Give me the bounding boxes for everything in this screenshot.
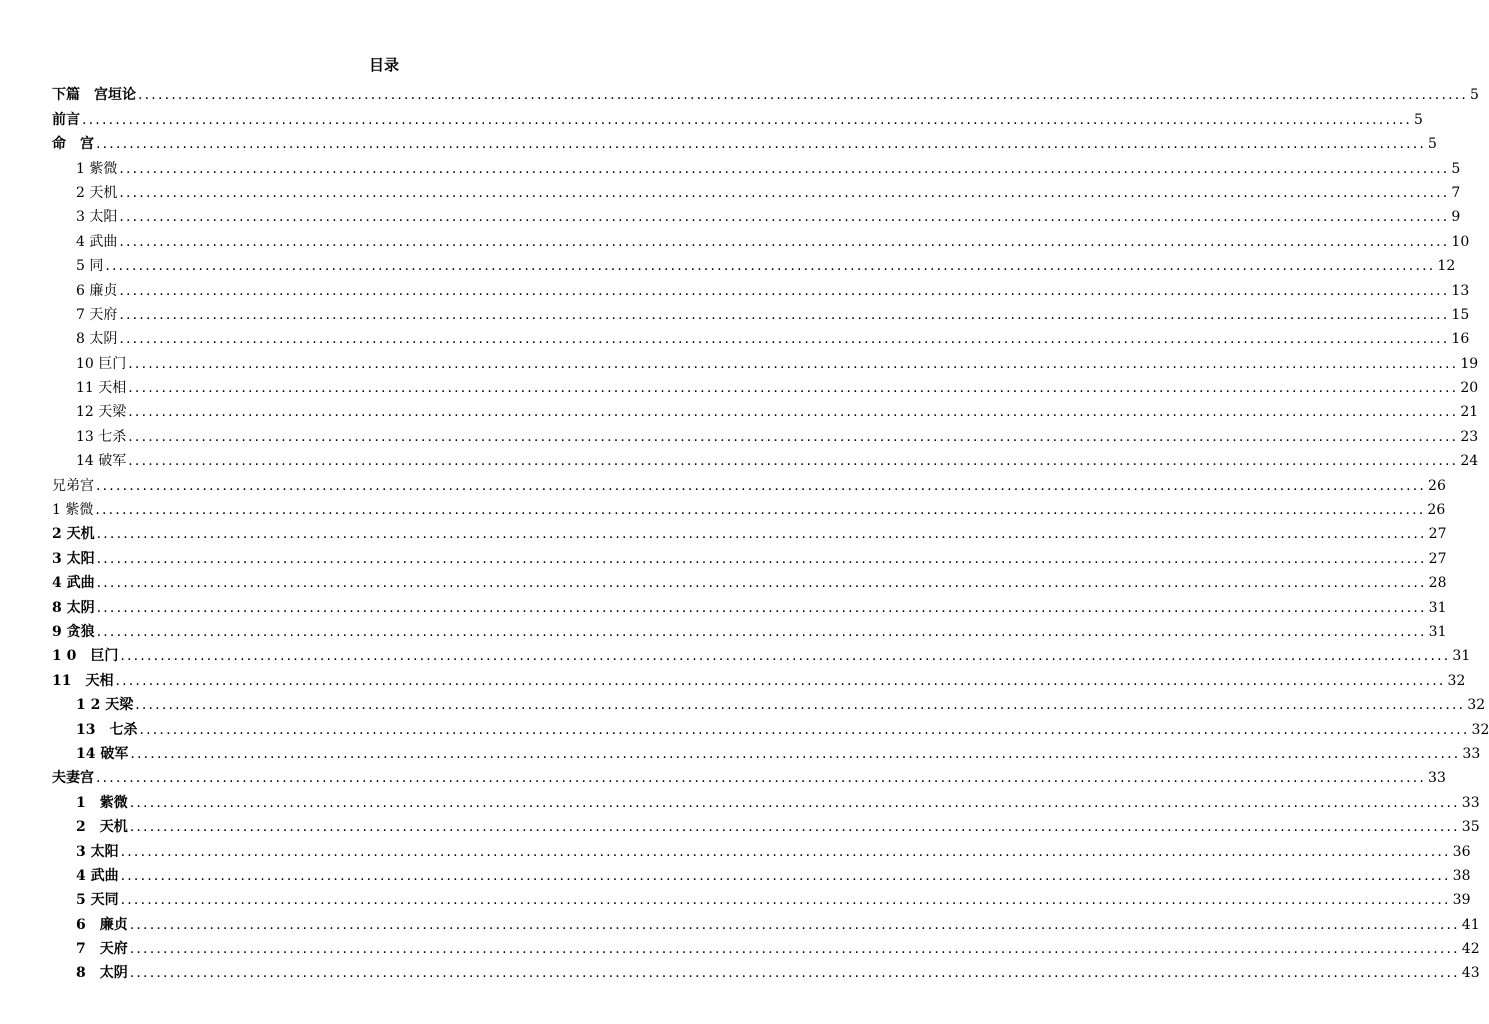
toc-entry-page-number: 27 [1428,526,1447,543]
toc-entry-title: 6 廉贞 [76,282,118,299]
dot-leader: ........................................................................................................................................................................................................ [119,160,1450,177]
toc-entry-page-number: 10 [1451,233,1470,250]
dot-leader: ........................................................................................................................................................................................................ [82,111,1413,128]
toc-entry[interactable] [52,494,1446,519]
toc-entry-title: 4 武曲 [52,575,95,592]
dot-leader: ........................................................................................................................................................................................................ [128,453,1459,470]
toc-entry[interactable] [52,933,1480,958]
toc-entry-page-number: 43 [1461,965,1480,982]
toc-entry[interactable] [52,689,1486,714]
toc-entry-title: 14 破军 [76,745,129,762]
toc-entry-page-number: 16 [1451,331,1470,348]
dot-leader: ........................................................................................................................................................................................................ [129,965,1460,982]
toc-entry-title: 8 太阴 [76,331,118,348]
toc-entry-title: 11 天相 [76,380,127,397]
toc-entry[interactable] [52,664,1466,689]
toc-entry-title: 13 七杀 [76,428,127,445]
toc-entry-page-number: 42 [1461,941,1480,958]
toc-entry[interactable] [52,445,1479,470]
toc-entry-page-number: 15 [1451,306,1470,323]
toc-entry-page-number: 39 [1452,892,1471,909]
table-of-contents [52,79,1489,982]
toc-entry-title: 9 贪狼 [52,623,95,640]
dot-leader: ........................................................................................................................................................................................................ [96,477,1427,494]
toc-entry[interactable] [52,713,1489,738]
dot-leader: ........................................................................................................................................................................................................ [129,819,1460,836]
toc-entry-page-number: 38 [1452,867,1471,884]
toc-entry-page-number: 12 [1437,258,1456,275]
toc-entry-page-number: 32 [1467,697,1486,714]
dot-leader: ........................................................................................................................................................................................................ [129,916,1460,933]
dot-leader: ........................................................................................................................................................................................................ [135,697,1466,714]
toc-entry[interactable] [52,860,1471,884]
toc-entry[interactable] [52,372,1479,397]
toc-entry-title: 5 天同 [76,892,119,909]
dot-leader: ........................................................................................................................................................................................................ [119,282,1450,299]
toc-entry[interactable] [52,225,1470,250]
toc-entry-page-number: 7 [1451,184,1461,201]
dot-leader: ........................................................................................................................................................................................................ [138,87,1469,104]
toc-entry-title: 4 武曲 [76,867,119,884]
toc-entry-page-number: 26 [1427,502,1446,519]
toc-entry[interactable] [52,128,1437,153]
toc-entry[interactable] [52,542,1447,567]
toc-entry-page-number: 20 [1460,380,1479,397]
toc-entry-title: 14 破军 [76,453,127,470]
dot-leader: ........................................................................................................................................................................................................ [96,770,1427,787]
dot-leader: ........................................................................................................................................................................................................ [119,306,1450,323]
toc-entry-page-number: 31 [1428,599,1447,616]
toc-entry-title: 1 紫微 [76,794,128,811]
toc-entry-page-number: 26 [1428,477,1446,494]
toc-entry-page-number: 13 [1451,282,1470,299]
toc-entry-title: 1 2 天梁 [76,697,134,714]
toc-entry-title: 5 同 [76,258,104,275]
toc-entry[interactable] [52,103,1423,128]
toc-entry[interactable] [52,79,1479,104]
toc-entry-page-number: 32 [1447,672,1466,689]
dot-leader: ........................................................................................................................................................................................................ [120,892,1451,909]
toc-entry-title: 7 天府 [76,941,128,958]
toc-entry-title: 13 七杀 [76,721,138,738]
toc-entry-title: 11 天相 [52,672,114,689]
toc-entry-title: 3 太阳 [76,209,118,226]
dot-leader: ........................................................................................................................................................................................................ [128,355,1459,372]
toc-entry[interactable] [52,616,1447,640]
toc-entry-title: 2 天机 [76,184,118,201]
toc-entry[interactable] [52,469,1446,494]
toc-entry-title: 8 太阴 [52,599,95,616]
toc-entry[interactable] [52,420,1479,445]
toc-entry-page-number: 36 [1452,843,1471,860]
dot-leader: ........................................................................................................................................................................................................ [96,136,1427,153]
dot-leader: ........................................................................................................................................................................................................ [95,502,1426,519]
toc-entry-page-number: 31 [1428,623,1447,640]
toc-entry[interactable] [52,152,1461,177]
toc-entry-page-number: 5 [1470,87,1479,104]
dot-leader: ........................................................................................................................................................................................................ [128,428,1459,445]
toc-entry-page-number: 24 [1460,453,1479,470]
dot-leader: ........................................................................................................................................................................................................ [96,599,1427,616]
toc-entry-page-number: 21 [1460,404,1479,421]
toc-entry-page-number: 31 [1452,648,1471,665]
dot-leader: ........................................................................................................................................................................................................ [119,233,1450,250]
toc-entry-page-number: 33 [1428,770,1446,787]
toc-entry-page-number: 23 [1460,428,1479,445]
toc-entry-page-number: 9 [1451,209,1461,226]
toc-entry-title: 6 廉贞 [76,916,128,933]
toc-entry-title: 2 天机 [52,526,95,543]
toc-entry[interactable] [52,640,1471,665]
dot-leader: ........................................................................................................................................................................................................ [128,380,1459,397]
toc-entry-title: 1 紫微 [52,502,94,519]
toc-entry[interactable] [52,835,1471,860]
toc-entry[interactable] [52,518,1447,543]
toc-entry-title: 4 武曲 [76,233,118,250]
toc-entry-page-number: 19 [1460,355,1479,372]
toc-entry-page-number: 41 [1461,916,1480,933]
toc-entry-page-number: 33 [1461,794,1480,811]
dot-leader: ........................................................................................................................................................................................................ [120,843,1451,860]
dot-leader: ........................................................................................................................................................................................................ [120,867,1451,884]
dot-leader: ........................................................................................................................................................................................................ [119,184,1450,201]
dot-leader: ........................................................................................................................................................................................................ [130,745,1461,762]
toc-entry-page-number: 5 [1414,111,1423,128]
toc-entry-title: 兄弟宫 [52,477,94,494]
dot-leader: ........................................................................................................................................................................................................ [139,721,1470,738]
toc-entry[interactable] [52,299,1470,323]
dot-leader: ........................................................................................................................................................................................................ [129,941,1460,958]
toc-entry-title: 前言 [52,111,80,128]
page-title: 目录 [368,56,399,74]
toc-entry[interactable] [52,177,1461,201]
toc-entry-page-number: 27 [1428,550,1447,567]
toc-entry-title: 12 天梁 [76,404,127,421]
toc-entry[interactable] [52,957,1480,982]
toc-entry[interactable] [52,884,1471,909]
toc-entry-page-number: 35 [1461,819,1480,836]
toc-entry[interactable] [52,811,1480,836]
dot-leader: ........................................................................................................................................................................................................ [96,575,1427,592]
dot-leader: ........................................................................................................................................................................................................ [119,331,1450,348]
toc-entry-title: 3 太阳 [52,550,95,567]
toc-entry[interactable] [52,274,1470,299]
toc-entry-title: 2 天机 [76,819,128,836]
dot-leader: ........................................................................................................................................................................................................ [119,209,1450,226]
toc-entry[interactable] [52,323,1470,348]
toc-entry[interactable] [52,201,1461,226]
dot-leader: ........................................................................................................................................................................................................ [120,648,1451,665]
toc-entry-page-number: 33 [1462,745,1481,762]
toc-entry[interactable] [52,908,1480,933]
dot-leader: ........................................................................................................................................................................................................ [96,550,1427,567]
toc-entry-page-number: 32 [1471,721,1489,738]
toc-entry-title: 10 巨门 [76,355,127,372]
toc-entry[interactable] [52,738,1481,762]
toc-entry[interactable] [52,591,1447,616]
toc-entry[interactable] [52,786,1480,811]
toc-entry-title: 3 太阳 [76,843,119,860]
dot-leader: ........................................................................................................................................................................................................ [96,526,1427,543]
toc-entry-title: 夫妻宫 [52,770,94,787]
toc-entry-page-number: 5 [1451,160,1461,177]
dot-leader: ........................................................................................................................................................................................................ [128,404,1459,421]
toc-entry-page-number: 5 [1428,136,1437,153]
toc-entry-title: 8 太阴 [76,965,128,982]
toc-entry-title: 下篇 宫垣论 [52,87,136,104]
toc-entry-title: 命 宫 [52,136,94,153]
toc-entry-title: 1 0 巨门 [52,648,119,665]
toc-entry-page-number: 28 [1428,575,1447,592]
toc-entry[interactable] [52,567,1447,592]
dot-leader: ........................................................................................................................................................................................................ [115,672,1446,689]
dot-leader: ........................................................................................................................................................................................................ [105,258,1436,275]
dot-leader: ........................................................................................................................................................................................................ [129,794,1460,811]
dot-leader: ........................................................................................................................................................................................................ [96,623,1427,640]
toc-entry[interactable] [52,250,1456,275]
toc-entry[interactable] [52,762,1446,787]
toc-entry[interactable] [52,347,1479,372]
toc-entry[interactable] [52,396,1479,421]
toc-entry-title: 1 紫微 [76,160,118,177]
toc-entry-title: 7 天府 [76,306,118,323]
